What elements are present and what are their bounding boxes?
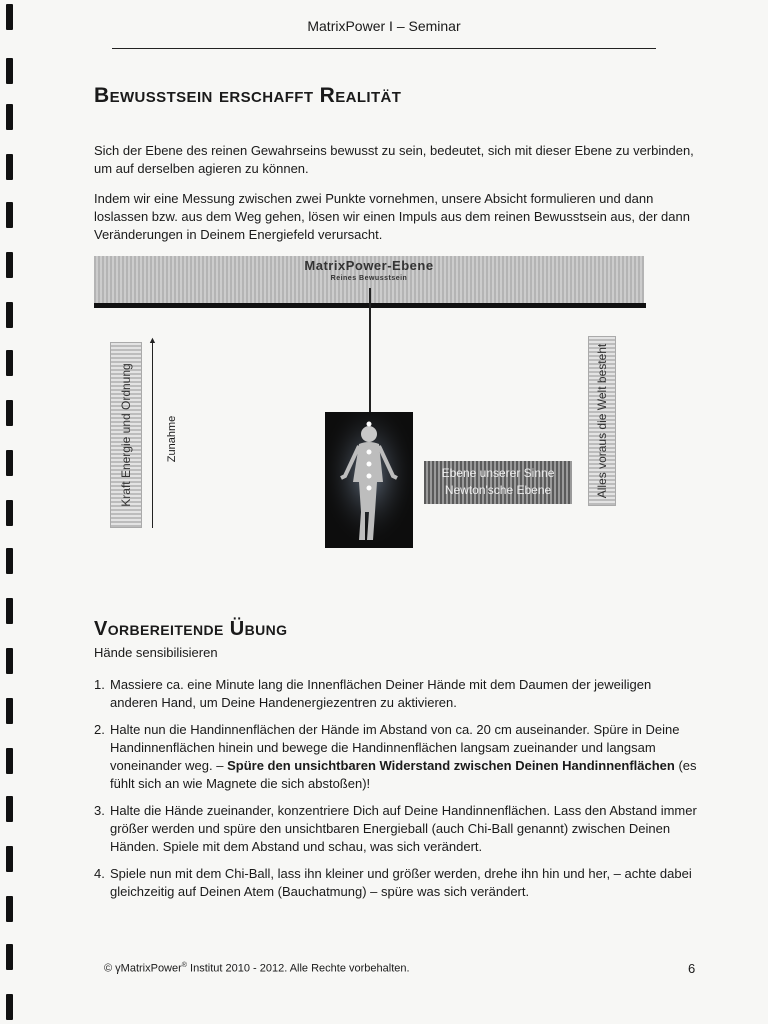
list-number: 4. bbox=[94, 866, 105, 881]
binding-marks bbox=[4, 0, 18, 1024]
list-text: Spiele nun mit dem Chi-Ball, lass ihn kleiner und größer werden, drehe ihn hin und her, – achte dabei gleichzeitig auf Deinen Atem (Bauchatmung) – spüre was sich verändert. bbox=[110, 866, 692, 899]
list-text: Halte nun die Handinnenflächen der Hände im Abstand von ca. 20 cm auseinander. Spüre in Deine Handinnenflächen hinein und bewege die Handinnenflächen langsam zueinander und langsam voneinander weg. – bbox=[110, 722, 680, 773]
list-item bbox=[94, 721, 698, 793]
consciousness-diagram bbox=[94, 254, 646, 554]
page-header: MatrixPower I – Seminar bbox=[307, 18, 461, 34]
arrow-head-icon: ▲ bbox=[148, 335, 157, 345]
list-item bbox=[94, 865, 698, 901]
left-box-label: Kraft Energie und Ordnung bbox=[119, 363, 133, 507]
list-number: 1. bbox=[94, 677, 105, 692]
section-heading-uebung: Vorbereitende Übung bbox=[94, 618, 288, 640]
list-text-bold: Spüre den unsichtbaren Widerstand zwischen Deinen Handinnenflächen bbox=[227, 758, 675, 773]
increase-label: Zunahme bbox=[166, 415, 178, 463]
paragraph-1: Sich der Ebene des reinen Gewahrseins bewusst zu sein, bedeutet, sich mit dieser Ebene zu verbinden, um auf derselben agieren zu können. bbox=[94, 143, 694, 176]
list-text: Massiere ca. eine Minute lang die Innenflächen Deiner Hände mit dem Daumen der jeweiligen anderen Hand, um Deine Handenergiezentren zu aktivieren. bbox=[110, 677, 652, 710]
newtonian-level-box bbox=[424, 461, 572, 504]
left-vertical-box bbox=[110, 342, 142, 528]
newton-box-line2: Newton'sche Ebene bbox=[444, 483, 552, 497]
list-number: 2. bbox=[94, 722, 105, 737]
right-box-label: Alles voraus die Welt besteht bbox=[595, 343, 609, 499]
increase-arrow bbox=[152, 340, 153, 528]
band-subtitle: Reines Bewusstsein bbox=[330, 275, 408, 282]
list-text-after: (es fühlt sich an wie Magnete die sich abstoßen)! bbox=[110, 758, 697, 791]
page-number: 6 bbox=[688, 961, 696, 976]
band-title: MatrixPower-Ebene bbox=[304, 258, 434, 273]
newton-box-line1: Ebene unserer Sinne bbox=[441, 466, 555, 480]
list-item bbox=[94, 676, 698, 712]
exercise-list bbox=[94, 676, 698, 910]
section-heading-bewusstsein: Bewusstsein erschafft Realität bbox=[94, 84, 402, 107]
header-divider bbox=[112, 48, 656, 49]
connector-line bbox=[369, 288, 371, 423]
paragraph-2: Indem wir eine Messung zwischen zwei Punkte vornehmen, unsere Absicht formulieren und dann loslassen bzw. aus dem Weg gehen, lösen wir einen Impuls aus dem reinen Bewusstsein aus, der dann Veränderungen in Deinem Energiefeld verursacht. bbox=[94, 191, 690, 242]
human-figure-image bbox=[325, 412, 413, 548]
list-item bbox=[94, 802, 698, 856]
right-vertical-box bbox=[588, 336, 616, 506]
exercise-subheading: Hände sensibilisieren bbox=[94, 645, 218, 660]
footer-copyright: © γMatrixPower® Institut 2010 - 2012. Alle Rechte vorbehalten. bbox=[104, 962, 410, 975]
list-number: 3. bbox=[94, 803, 105, 818]
list-text: Halte die Hände zueinander, konzentriere Dich auf Deine Handinnenflächen. Lass den Abstand immer größer werden und spüre den unsichtbaren Energieball (auch Chi-Ball genannt) zwischen Deinen Händen. Spiele mit dem Abstand und schau, was sich verändert. bbox=[110, 803, 697, 854]
